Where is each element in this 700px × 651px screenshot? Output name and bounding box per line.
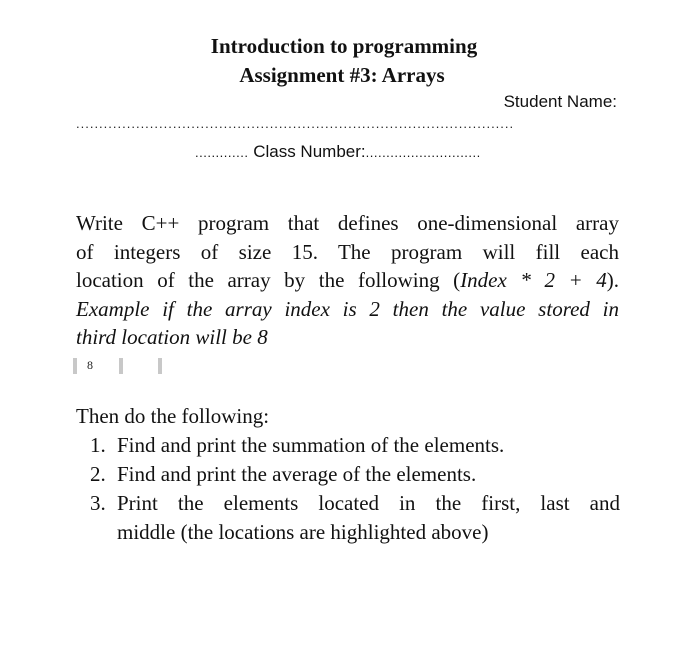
formula-close: ). bbox=[606, 268, 619, 292]
step-text: Print the elements located in the first, last and bbox=[117, 491, 620, 515]
description-line-3-text: location of the array by the following ( bbox=[76, 268, 461, 292]
then-heading: Then do the following: bbox=[76, 404, 270, 428]
class-number-dots-right: ............................ bbox=[365, 145, 481, 160]
array-cell-divider bbox=[158, 358, 162, 374]
example-line-2: third location will be 8 bbox=[76, 325, 268, 349]
step-text-continued: middle (the locations are highlighted above) bbox=[117, 520, 489, 544]
array-cell-divider bbox=[73, 358, 77, 374]
steps-list bbox=[90, 431, 620, 547]
step-number: 2. bbox=[90, 462, 106, 486]
example-line-1: Example if the array index is 2 then the value stored in bbox=[76, 296, 619, 321]
class-number-dots-left: ............. bbox=[195, 145, 249, 160]
description-line-3 bbox=[76, 266, 619, 295]
assignment-description bbox=[76, 209, 619, 352]
formula: Index * 2 + 4 bbox=[460, 268, 607, 292]
step-text: Find and print the summation of the elements. bbox=[117, 433, 505, 457]
step-item bbox=[90, 460, 620, 489]
array-cell-value: 8 bbox=[87, 358, 93, 372]
array-cell-divider bbox=[119, 358, 123, 374]
step-text: Find and print the average of the elements. bbox=[117, 462, 477, 486]
student-name-label: Student Name: bbox=[503, 92, 617, 111]
assignment-title: Assignment #3: Arrays bbox=[239, 63, 445, 87]
description-line-2: of integers of size 15. The program will fill each bbox=[76, 239, 619, 264]
step-item bbox=[90, 431, 620, 460]
class-number-label: Class Number: bbox=[253, 142, 366, 161]
student-name-dotted-line: ............................................................................................... bbox=[76, 116, 515, 131]
description-line-1: Write C++ program that defines one-dimensional array bbox=[76, 211, 619, 235]
step-number: 1. bbox=[90, 433, 106, 457]
course-title: Introduction to programming bbox=[210, 34, 478, 58]
step-item bbox=[90, 489, 620, 547]
step-number: 3. bbox=[90, 491, 106, 515]
class-number-row bbox=[195, 141, 620, 163]
